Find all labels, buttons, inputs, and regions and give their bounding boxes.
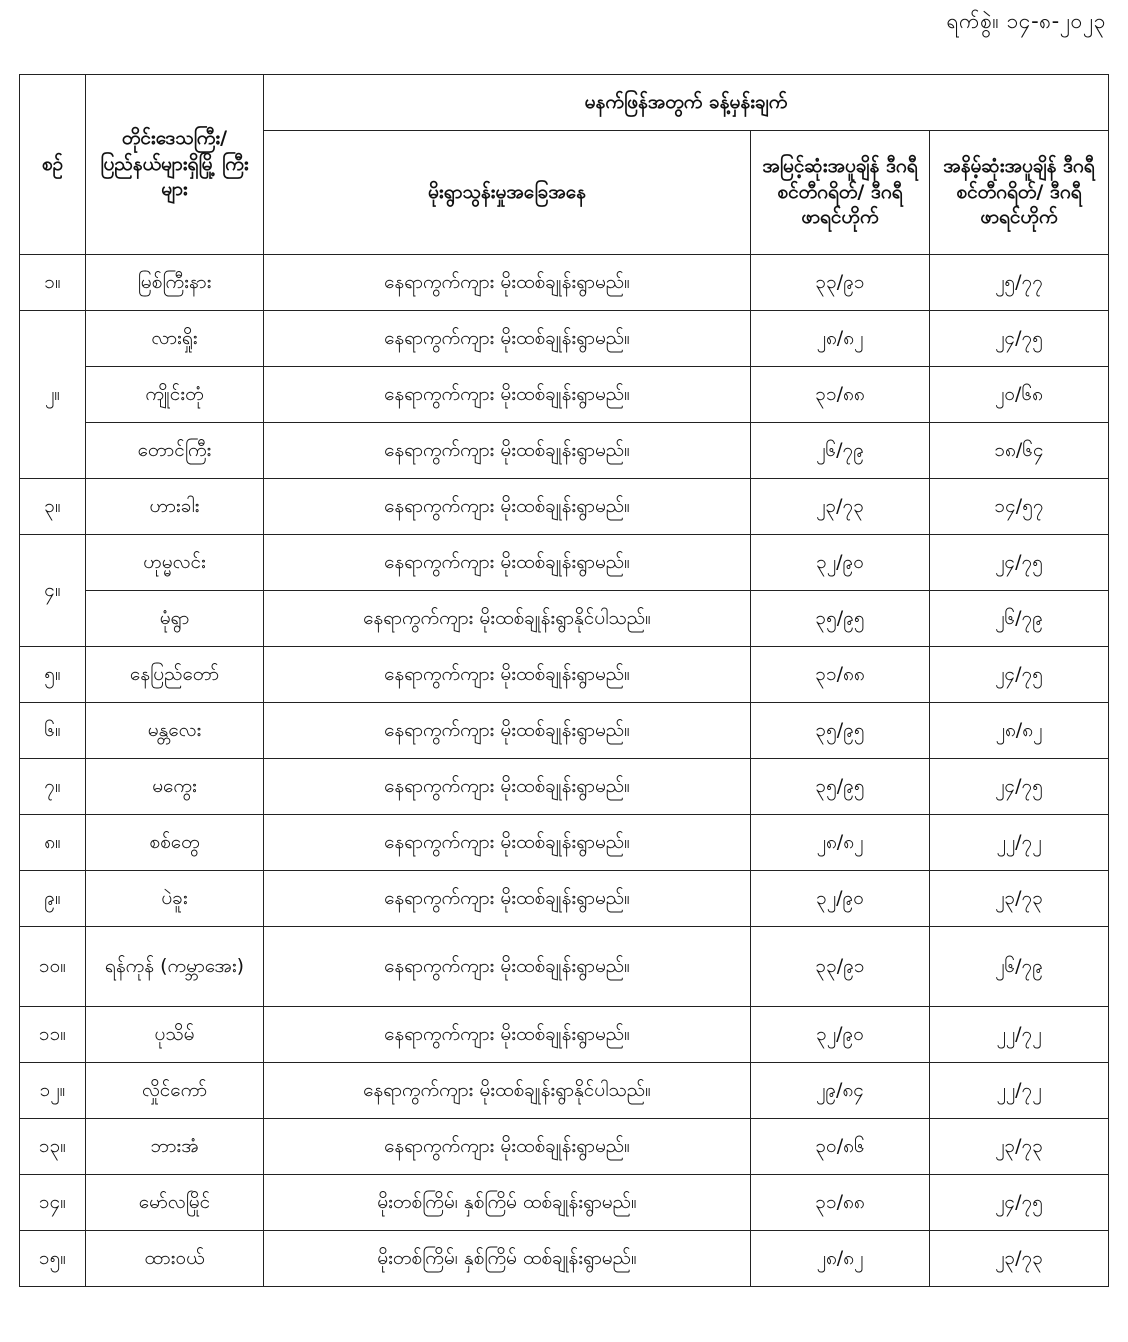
rain-condition: နေရာကွက်ကျား မိုးထစ်ချုန်းရွာမည်။ <box>264 367 751 423</box>
city-name: ရန်ကုန် (ကမ္ဘာအေး) <box>86 927 264 1007</box>
min-temp: ၂၅/၇၇ <box>930 255 1109 311</box>
document-date: ရက်စွဲ။ ၁၄-၈-၂၀၂၃ <box>946 9 1106 33</box>
min-temp: ၂၄/၇၅ <box>930 647 1109 703</box>
max-temp: ၃၂/၉၀ <box>751 871 930 927</box>
header-max-temp: အမြင့်ဆုံးအပူချိန် ဒီဂရီစင်တီဂရိတ်/ ဒီဂရီဖာရင်ဟိုက် <box>751 131 930 255</box>
city-name: စစ်တွေ <box>86 815 264 871</box>
table-row <box>20 1063 1109 1119</box>
min-temp: ၂၃/၇၃ <box>930 871 1109 927</box>
rain-condition: နေရာကွက်ကျား မိုးထစ်ချုန်းရွာမည်။ <box>264 535 751 591</box>
min-temp: ၁၈/၆၄ <box>930 423 1109 479</box>
city-name: မန္တလေး <box>86 703 264 759</box>
max-temp: ၃၅/၉၅ <box>751 591 930 647</box>
row-number: ၆။ <box>20 703 86 759</box>
max-temp: ၃၂/၉၀ <box>751 535 930 591</box>
rain-condition: မိုးတစ်ကြိမ်၊ နှစ်ကြိမ် ထစ်ချုန်းရွာမည်။ <box>264 1175 751 1231</box>
rain-condition: နေရာကွက်ကျား မိုးထစ်ချုန်းရွာမည်။ <box>264 703 751 759</box>
row-number: ၁၃။ <box>20 1119 86 1175</box>
rain-condition: နေရာကွက်ကျား မိုးထစ်ချုန်းရွာမည်။ <box>264 871 751 927</box>
min-temp: ၂၄/၇၅ <box>930 535 1109 591</box>
city-name: မကွေး <box>86 759 264 815</box>
min-temp: ၂၄/၇၅ <box>930 311 1109 367</box>
city-name: မုံရွာ <box>86 591 264 647</box>
table-row <box>20 1119 1109 1175</box>
max-temp: ၂၆/၇၉ <box>751 423 930 479</box>
header-no: စဉ် <box>20 75 86 255</box>
min-temp: ၂၆/၇၉ <box>930 927 1109 1007</box>
row-number: ၄။ <box>20 535 86 647</box>
row-number: ၈။ <box>20 815 86 871</box>
row-number: ၁၅။ <box>20 1231 86 1287</box>
table-row <box>20 479 1109 535</box>
table-row <box>20 815 1109 871</box>
city-name: ကျိုင်းတုံ <box>86 367 264 423</box>
rain-condition: နေရာကွက်ကျား မိုးထစ်ချုန်းရွာမည်။ <box>264 647 751 703</box>
min-temp: ၂၄/၇၅ <box>930 759 1109 815</box>
row-number: ၉။ <box>20 871 86 927</box>
header-region: တိုင်းဒေသကြီး/ ပြည်နယ်များရှိမြို့ ကြီးများ <box>86 75 264 255</box>
row-number: ၃။ <box>20 479 86 535</box>
row-number: ၁၁။ <box>20 1007 86 1063</box>
min-temp: ၂၆/၇၉ <box>930 591 1109 647</box>
row-number: ၁၂။ <box>20 1063 86 1119</box>
max-temp: ၃၅/၉၅ <box>751 759 930 815</box>
max-temp: ၂၉/၈၄ <box>751 1063 930 1119</box>
rain-condition: နေရာကွက်ကျား မိုးထစ်ချုန်းရွာမည်။ <box>264 423 751 479</box>
max-temp: ၃၁/၈၈ <box>751 1175 930 1231</box>
max-temp: ၃၃/၉၁ <box>751 255 930 311</box>
table-row <box>20 703 1109 759</box>
table-row <box>20 367 1109 423</box>
table-row <box>20 647 1109 703</box>
city-name: ပဲခူး <box>86 871 264 927</box>
rain-condition: နေရာကွက်ကျား မိုးထစ်ချုန်းရွာမည်။ <box>264 311 751 367</box>
rain-condition: နေရာကွက်ကျား မိုးထစ်ချုန်းရွာမည်။ <box>264 479 751 535</box>
max-temp: ၂၈/၈၂ <box>751 815 930 871</box>
min-temp: ၂၀/၆၈ <box>930 367 1109 423</box>
table-row <box>20 311 1109 367</box>
city-name: ထားဝယ် <box>86 1231 264 1287</box>
min-temp: ၂၂/၇၂ <box>930 1007 1109 1063</box>
min-temp: ၂၄/၇၅ <box>930 1175 1109 1231</box>
table-row <box>20 535 1109 591</box>
table-row <box>20 1231 1109 1287</box>
rain-condition: နေရာကွက်ကျား မိုးထစ်ချုန်းရွာမည်။ <box>264 927 751 1007</box>
row-number: ၁၄။ <box>20 1175 86 1231</box>
rain-condition: နေရာကွက်ကျား မိုးထစ်ချုန်းရွာမည်။ <box>264 255 751 311</box>
row-number: ၁။ <box>20 255 86 311</box>
header-condition: မိုးရွာသွန်းမှုအခြေအနေ <box>264 131 751 255</box>
max-temp: ၃၅/၉၅ <box>751 703 930 759</box>
header-min-temp: အနိမ့်ဆုံးအပူချိန် ဒီဂရီစင်တီဂရိတ်/ ဒီဂရီဖာရင်ဟိုက် <box>930 131 1109 255</box>
city-name: မြစ်ကြီးနား <box>86 255 264 311</box>
city-name: ပုသိမ် <box>86 1007 264 1063</box>
city-name: နေပြည်တော် <box>86 647 264 703</box>
table-row <box>20 871 1109 927</box>
table-row <box>20 423 1109 479</box>
rain-condition: နေရာကွက်ကျား မိုးထစ်ချုန်းရွာနိုင်ပါသည်။ <box>264 591 751 647</box>
min-temp: ၂၃/၇၃ <box>930 1119 1109 1175</box>
min-temp: ၂၈/၈၂ <box>930 703 1109 759</box>
rain-condition: နေရာကွက်ကျား မိုးထစ်ချုန်းရွာမည်။ <box>264 815 751 871</box>
city-name: ဟားခါး <box>86 479 264 535</box>
city-name: လားရှိုး <box>86 311 264 367</box>
max-temp: ၃၀/၈၆ <box>751 1119 930 1175</box>
rain-condition: နေရာကွက်ကျား မိုးထစ်ချုန်းရွာမည်။ <box>264 1119 751 1175</box>
city-name: တောင်ကြီး <box>86 423 264 479</box>
city-name: ဟုမ္မလင်း <box>86 535 264 591</box>
city-name: ဘားအံ <box>86 1119 264 1175</box>
max-temp: ၃၃/၉၁ <box>751 927 930 1007</box>
rain-condition: နေရာကွက်ကျား မိုးထစ်ချုန်းရွာမည်။ <box>264 759 751 815</box>
table-row <box>20 927 1109 1007</box>
table-row <box>20 1175 1109 1231</box>
header-forecast-group: မနက်ဖြန်အတွက် ခန့်မှန်းချက် <box>264 75 1109 131</box>
max-temp: ၂၈/၈၂ <box>751 311 930 367</box>
min-temp: ၂၃/၇၃ <box>930 1231 1109 1287</box>
row-number: ၁၀။ <box>20 927 86 1007</box>
min-temp: ၂၂/၇၂ <box>930 815 1109 871</box>
min-temp: ၁၄/၅၇ <box>930 479 1109 535</box>
max-temp: ၃၁/၈၈ <box>751 647 930 703</box>
city-name: မော်လမြိုင် <box>86 1175 264 1231</box>
rain-condition: မိုးတစ်ကြိမ်၊ နှစ်ကြိမ် ထစ်ချုန်းရွာမည်။ <box>264 1231 751 1287</box>
table-row <box>20 255 1109 311</box>
max-temp: ၃၂/၉၀ <box>751 1007 930 1063</box>
max-temp: ၂၃/၇၃ <box>751 479 930 535</box>
row-number: ၇။ <box>20 759 86 815</box>
row-number: ၂။ <box>20 311 86 479</box>
table-row <box>20 759 1109 815</box>
max-temp: ၂၈/၈၂ <box>751 1231 930 1287</box>
forecast-table <box>19 74 1109 1287</box>
rain-condition: နေရာကွက်ကျား မိုးထစ်ချုန်းရွာမည်။ <box>264 1007 751 1063</box>
row-number: ၅။ <box>20 647 86 703</box>
table-row <box>20 1007 1109 1063</box>
rain-condition: နေရာကွက်ကျား မိုးထစ်ချုန်းရွာနိုင်ပါသည်။ <box>264 1063 751 1119</box>
max-temp: ၃၁/၈၈ <box>751 367 930 423</box>
city-name: လှိုင်ကော် <box>86 1063 264 1119</box>
min-temp: ၂၂/၇၂ <box>930 1063 1109 1119</box>
table-row <box>20 591 1109 647</box>
